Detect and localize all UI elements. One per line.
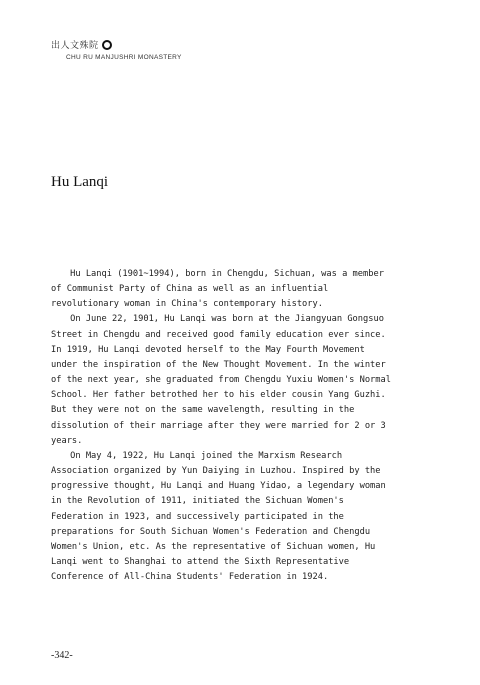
running-header	[51, 38, 182, 61]
circle-icon	[102, 40, 112, 50]
paragraph: Hu Lanqi (1901~1994), born in Chengdu, Sichuan, was a member of Communist Party of China as well as an influential revolutionary woman in China's contemporary history.	[51, 269, 384, 310]
header-english-title: CHU RU MANJUSHRI MONASTERY	[66, 54, 182, 61]
page-number: -342-	[51, 650, 73, 661]
header-chinese-row	[51, 38, 182, 51]
header-chinese-title: 出人文殊院	[51, 41, 99, 51]
paragraph: On May 4, 1922, Hu Lanqi joined the Marxism Research Association organized by Yun Daiying in Luzhou. Inspired by the progressive thought, Hu Lanqi and Huang Yidao, a legendary woman in the Revolution of 1911, initiated the Sichuan Women's Federation in 1923, and successively participated in the preparations for South Sichuan Women's Federation and Chengdu Women's Union, etc. As the representative of Sichuan women, Hu Lanqi went to Shanghai to attend the Sixth Representative Conference of All-China Students' Federation in 1924.	[51, 450, 386, 583]
article-body	[51, 267, 391, 585]
paragraph: On June 22, 1901, Hu Lanqi was born at the Jiangyuan Gongsuo Street in Chengdu and received good family education ever since. In 1919, Hu Lanqi devoted herself to the May Fourth Movement under the inspiration of the New Thought Movement. In the winter of the next year, she graduated from Chengdu Yuxiu Women's Normal School. Her father betrothed her to his elder cousin Yang Guzhi. But they were not on the same wavelength, resulting in the dissolution of their marriage after they were married for 2 or 3 years.	[51, 314, 391, 446]
article-title: Hu Lanqi	[51, 174, 109, 190]
